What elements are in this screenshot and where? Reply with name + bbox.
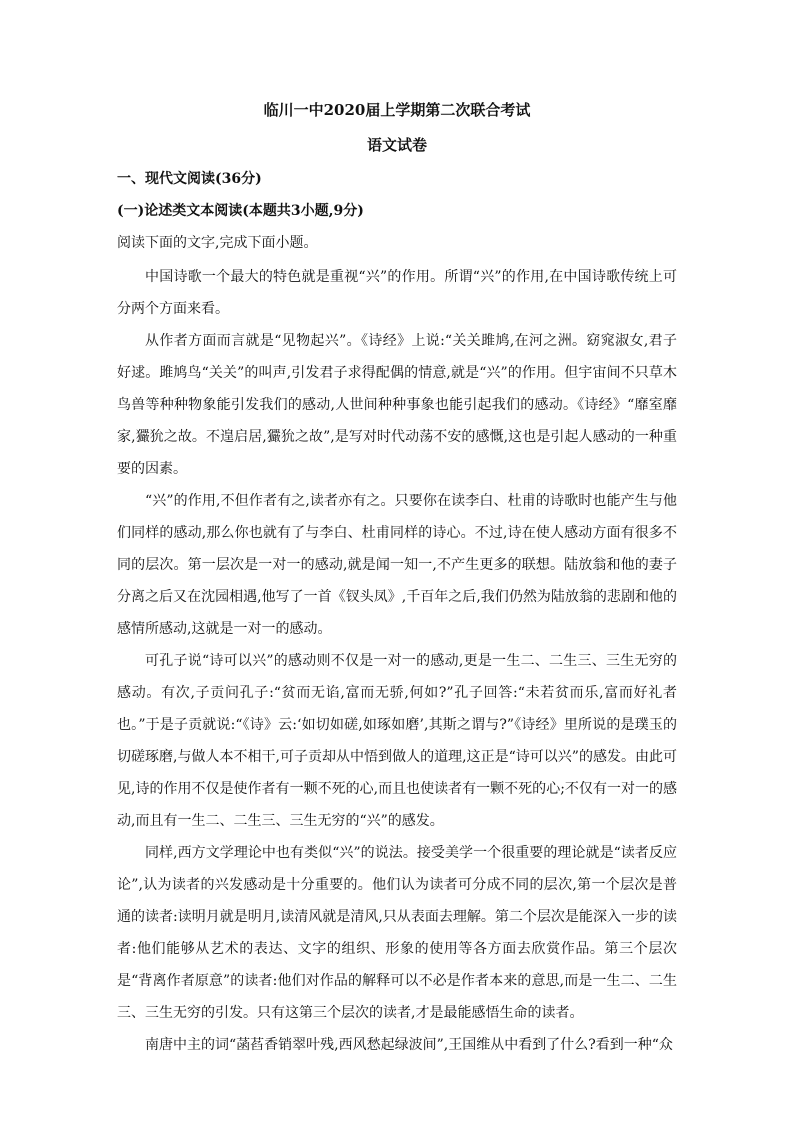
passage-paragraph: 从作者方面而言就是“见物起兴”。《诗经》上说:“关关雎鸠,在河之洲。窈窕淑女,君子好逑。雎鸠鸟“关关”的叫声,引发君子求得配偶的情意,就是“兴”的作用。但宇宙间不只草木鸟兽等种种物象能引发我们的感动,人世间种种事象也能引起我们的感动。《诗经》“靡室靡家,玁狁之故。不遑启居,玁狁之故”,是写对时代动荡不安的感慨,这也是引起人感动的一种重要的因素。 — [117, 333, 677, 477]
subsection-heading: (一)论述类文本阅读(本题共3小题,9分) — [117, 203, 364, 219]
reading-instruction: 阅读下面的文字,完成下面小题。 — [117, 235, 318, 251]
passage-paragraph: 可孔子说“诗可以兴”的感动则不仅是一对一的感动,更是一生二、二生三、三生无穷的感动。有次,子贡问孔子:“贫而无谄,富而无骄,何如?”孔子回答:“未若贫而乐,富而好礼者也。”于是子贡就说:“《诗》云:‘如切如磋,如琢如磨’,其斯之谓与?”《诗经》里所说的是璞玉的切磋琢磨,与做人本不相干,可子贡却从中悟到做人的道理,这正是“诗可以兴”的感发。由此可见,诗的作用不仅是使作者有一颗不死的心,而且也使读者有一颗不死的心;不仅有一对一的感动,而且有一生二、二生三、三生无穷的“兴”的感发。 — [117, 653, 677, 829]
passage-paragraph: 南唐中主的词“菡萏香销翠叶残,西风愁起绿波间”,王国维从中看到了什么?看到一种“众 — [145, 1037, 673, 1053]
passage-paragraph: 同样,西方文学理论中也有类似“兴”的说法。接受美学一个很重要的理论就是“读者反应论”,认为读者的兴发感动是十分重要的。他们认为读者可分成不同的层次,第一个层次是普通的读者:读明月就是明月,读清风就是清风,只从表面去理解。第二个层次是能深入一步的读者:他们能够从艺术的表达、文字的组织、形象的使用等各方面去欣赏作品。第三个层次是“背离作者原意”的读者:他们对作品的解释可以不必是作者本来的意思,而是一生二、二生三、三生无穷的引发。只有这第三个层次的读者,才是最能感悟生命的读者。 — [117, 845, 677, 1021]
passage-paragraph: 中国诗歌一个最大的特色就是重视“兴”的作用。所谓“兴”的作用,在中国诗歌传统上可分两个方面来看。 — [117, 269, 677, 317]
exam-page — [117, 100, 677, 1061]
passage-paragraph: “兴”的作用,不但作者有之,读者亦有之。只要你在读李白、杜甫的诗歌时也能产生与他们同样的感动,那么你也就有了与李白、杜甫同样的诗心。不过,诗在使人感动方面有很多不同的层次。第一层次是一对一的感动,就是闻一知一,不产生更多的联想。陆放翁和他的妻子分离之后又在沈园相遇,他写了一首《钗头凤》,千百年之后,我们仍然为陆放翁的悲剧和他的感情所感动,这就是一对一的感动。 — [117, 493, 677, 637]
exam-title: 临川一中2020届上学期第二次联合考试 — [263, 101, 531, 119]
section-heading: 一、现代文阅读(36分) — [117, 171, 262, 187]
paper-subtitle: 语文试卷 — [366, 136, 427, 154]
